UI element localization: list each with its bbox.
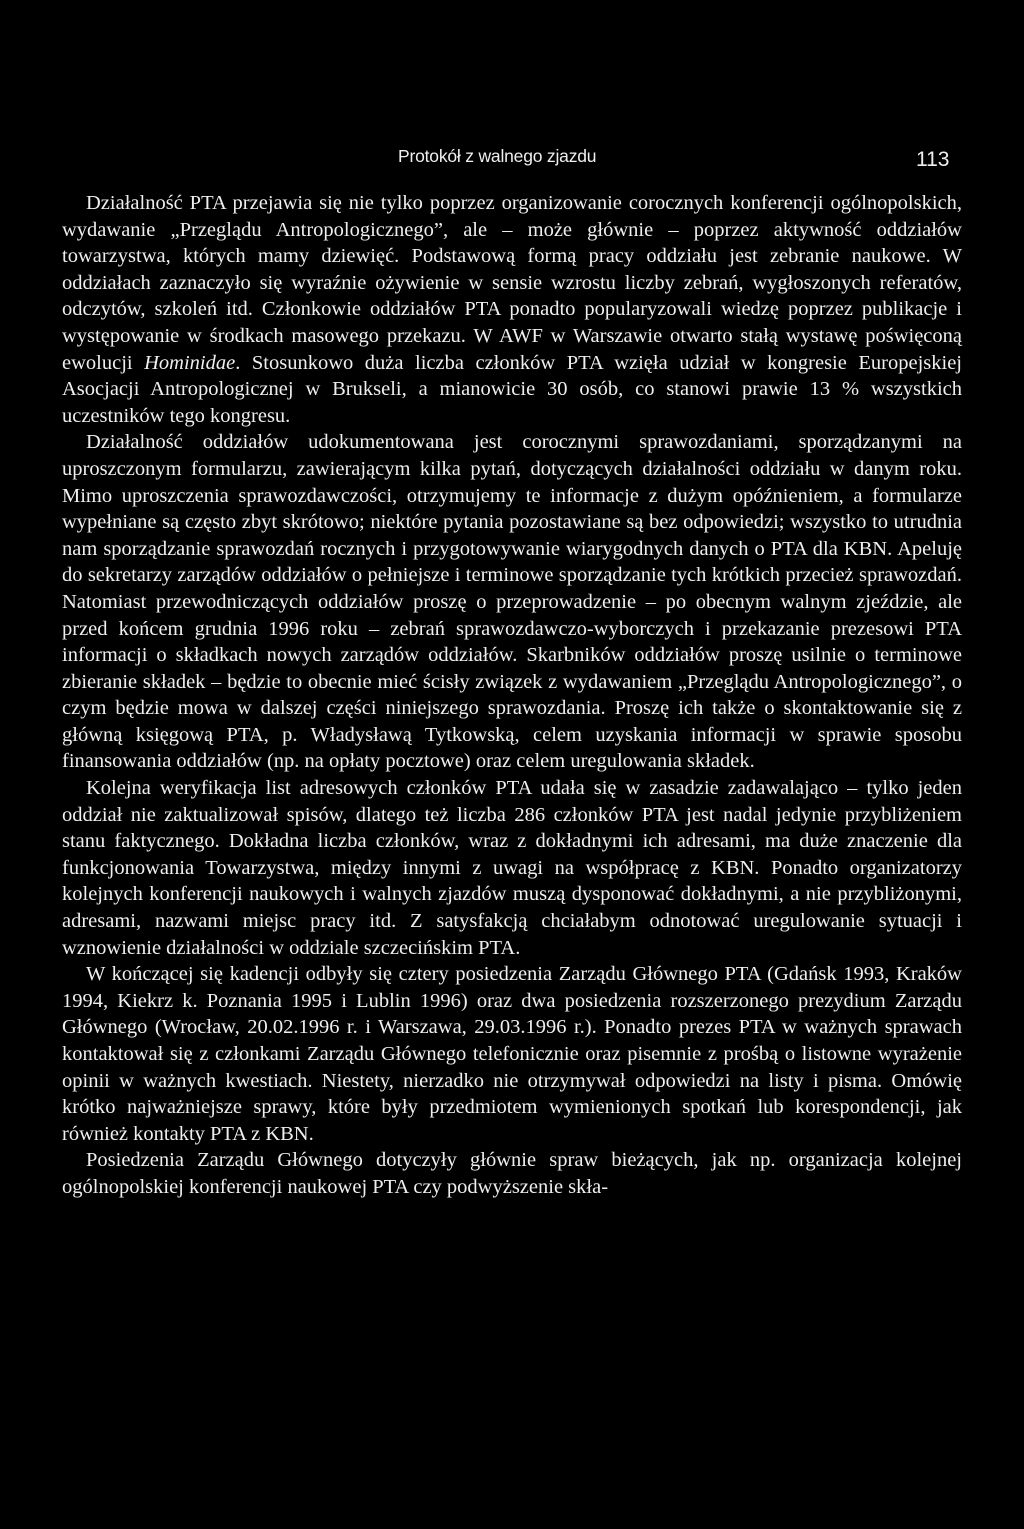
paragraph-text: Działalność PTA przejawia się nie tylko poprzez organizowanie corocznych konferencji ogólnopolskich, wydawanie „Przeglądu Antropologicznego”, ale – może głównie – poprzez aktywność oddziałów towarzystwa, których mamy dziewięć. Podstawową formą pracy oddziału jest zebranie naukowe. W oddziałach zaznaczyło się wyraźnie ożywienie w sensie wzrostu liczby zebrań, wygłoszonych referatów, odczytów, szkoleń itd. Członkowie oddziałów PTA ponadto popularyzowali wiedzę poprzez publikacje i występowanie w środkach masowego przekazu. W AWF w Warszawie otwarto stałą wystawę poświęconą ewolucji bbox=[62, 192, 962, 374]
page-number: 113 bbox=[916, 148, 950, 171]
running-head bbox=[0, 146, 1024, 176]
paragraph: Działalność oddziałów udokumentowana jest corocznymi sprawozdaniami, sporządzanymi na uproszczonym formularzu, zawierającym kilka pytań, dotyczących działalności oddziału w danym roku. Mimo uproszczenia sprawozdawczości, otrzymujemy te informacje z dużym opóźnieniem, a formularze wypełniane są często zbyt skrótowo; niektóre pytania pozostawiane są bez odpowiedzi; wszystko to utrudnia nam sporządzanie sprawozdań rocznych i przygotowywanie wiarygodnych danych o PTA dla KBN. Apeluję do sekretarzy zarządów oddziałów o pełniejsze i terminowe sporządzanie tych krótkich przecież sprawozdań. Natomiast przewodniczących oddziałów proszę o przeprowadzenie – po obecnym walnym zjeździe, ale przed końcem grudnia 1996 roku – zebrań sprawozdawczo-wyborczych i przekazanie prezesowi PTA informacji o składkach nowych zarządów oddziałów. Skarbników oddziałów proszę usilnie o terminowe zbieranie składek – będzie to obecnie mieć ścisły związek z wydawaniem „Przeglądu Antropologicznego”, o czym będzie mowa w dalszej części niniejszego sprawozdania. Proszę ich także o skontaktowanie się z główną księgową PTA, p. Władysławą Tytkowską, celem uzyskania informacji w sprawie sposobu finansowania oddziałów (np. na opłaty pocztowe) oraz celem uregulowania składek. bbox=[62, 431, 962, 773]
paragraph: Posiedzenia Zarządu Głównego dotyczyły głównie spraw bieżących, jak np. organizacja kolejnej ogólnopolskiej konferencji naukowej PTA czy podwyższenie skła- bbox=[62, 1149, 962, 1198]
paragraph-text: . Stosunkowo duża liczba członków PTA wzięła udział w kongresie Europejskiej Asocjacji Antropologicznej w Brukseli, a mianowicie 30 osób, co stanowi prawie 13 % wszystkich uczestników tego kongresu. bbox=[62, 351, 962, 427]
running-head-title: Protokół z walnego zjazdu bbox=[398, 146, 597, 166]
paragraph: W kończącej się kadencji odbyły się cztery posiedzenia Zarządu Głównego PTA (Gdańsk 1993, Kraków 1994, Kiekrz k. Poznania 1995 i Lublin 1996) oraz dwa posiedzenia rozszerzonego prezydium Zarządu Głównego (Wrocław, 20.02.1996 r. i Warszawa, 29.03.1996 r.). Ponadto prezes PTA w ważnych sprawach kontaktował się z członkami Zarządu Głównego telefonicznie oraz pisemnie z prośbą o listowne wyrażenie opinii w ważnych kwestiach. Niestety, nierzadko nie otrzymywał odpowiedzi na listy i pisma. Omówię krótko najważniejsze sprawy, które były przedmiotem wymienionych spotkań lub korespondencji, jak również kontakty PTA z KBN. bbox=[62, 963, 962, 1145]
paragraph bbox=[62, 190, 962, 429]
paragraph: Kolejna weryfikacja list adresowych członków PTA udała się w zasadzie zadawalająco – tylko jeden oddział nie zaktualizował spisów, dlatego też liczba 286 członków PTA jest nadal jedynie przybliżeniem stanu faktycznego. Dokładna liczba członków, wraz z dokładnymi ich adresami, ma duże znaczenie dla funkcjonowania Towarzystwa, między innymi z uwagi na współpracę z KBN. Ponadto organizatorzy kolejnych konferencji naukowych i walnych zjazdów muszą dysponować dokładnymi, a nie przybliżonymi, adresami, nazwami miejsc pracy itd. Z satysfakcją chciałabym odnotować uregulowanie sytuacji i wznowienie działalności w oddziale szczecińskim PTA. bbox=[62, 777, 962, 959]
taxon-name-italic: Hominidae bbox=[144, 351, 236, 374]
body-text bbox=[62, 190, 962, 1201]
